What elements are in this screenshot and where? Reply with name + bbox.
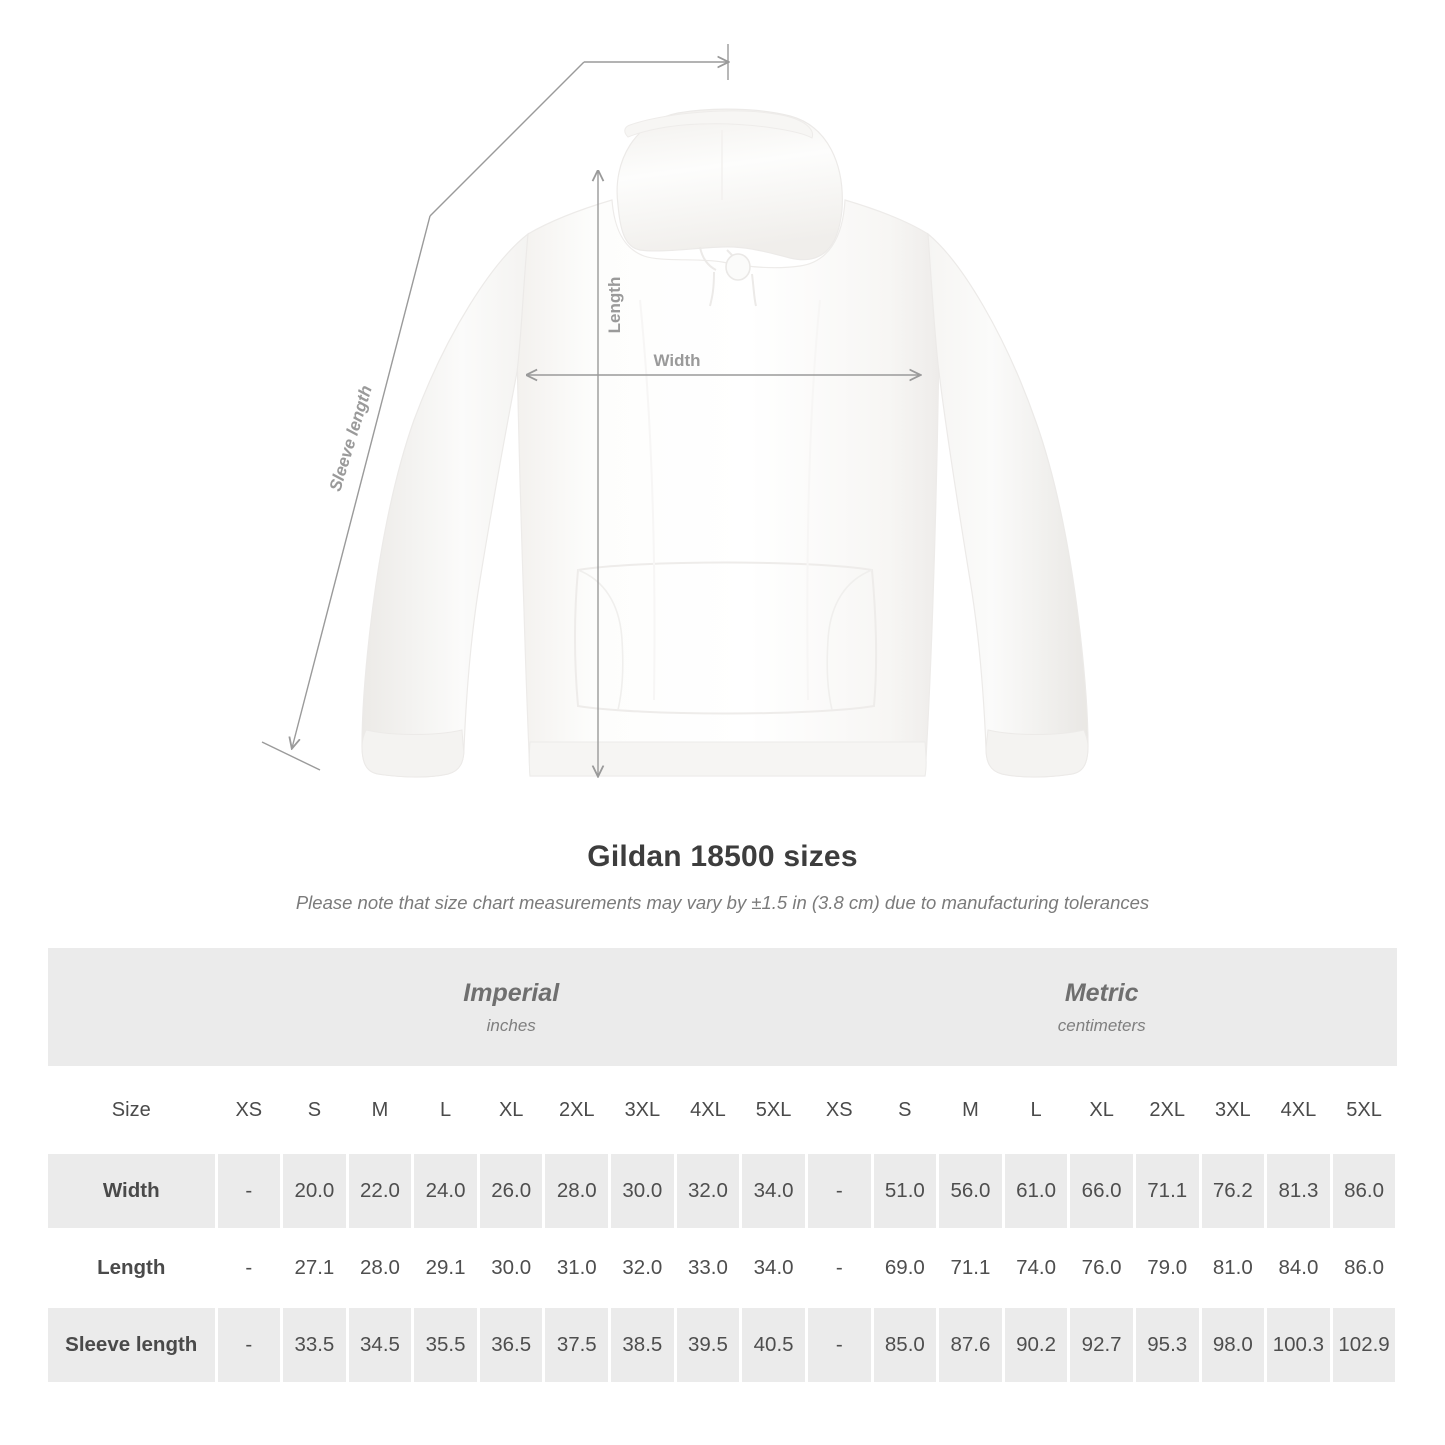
cell-sleeve-metric-xs: - [806,1308,872,1382]
page-title: Gildan 18500 sizes [587,840,858,873]
cell-sleeve-metric-m: 87.6 [938,1308,1004,1382]
row-label-sleeve-length: Sleeve length [48,1308,216,1382]
header-imperial-xs: XS [216,1066,282,1154]
cell-width-imperial-5xl: 34.0 [741,1154,807,1228]
cell-sleeve-imperial-4xl: 39.5 [675,1308,741,1382]
cell-sleeve-imperial-3xl: 38.5 [610,1308,676,1382]
cell-sleeve-metric-3xl: 98.0 [1200,1308,1266,1382]
unit-group-metric [806,948,1396,1066]
cell-sleeve-metric-4xl: 100.3 [1266,1308,1332,1382]
cell-width-imperial-m: 22.0 [347,1154,413,1228]
header-imperial-s: S [282,1066,348,1154]
cell-width-imperial-4xl: 32.0 [675,1154,741,1228]
cell-width-metric-xl: 66.0 [1069,1154,1135,1228]
cell-length-imperial-3xl: 32.0 [610,1231,676,1305]
header-metric-xl: XL [1069,1066,1135,1154]
cell-sleeve-imperial-2xl: 37.5 [544,1308,610,1382]
size-table-wrap [48,948,1397,1382]
cell-width-metric-3xl: 76.2 [1200,1154,1266,1228]
cell-length-metric-s: 69.0 [872,1231,938,1305]
header-metric-3xl: 3XL [1200,1066,1266,1154]
header-imperial-m: M [347,1066,413,1154]
title-block [0,840,1445,914]
width-label: Width [653,351,701,370]
header-metric-xs: XS [806,1066,872,1154]
cell-length-metric-4xl: 84.0 [1266,1231,1332,1305]
header-imperial-5xl: 5XL [741,1066,807,1154]
cell-sleeve-metric-xl: 92.7 [1069,1308,1135,1382]
cell-length-imperial-xl: 30.0 [478,1231,544,1305]
sleeve-length-label: Sleeve length [325,383,376,494]
unit-imperial-sub: inches [486,1015,536,1035]
cell-length-metric-m: 71.1 [938,1231,1004,1305]
cell-width-imperial-3xl: 30.0 [610,1154,676,1228]
table-row [48,1154,1397,1228]
header-metric-s: S [872,1066,938,1154]
size-table [48,948,1398,1382]
cell-sleeve-imperial-l: 35.5 [413,1308,479,1382]
cell-width-metric-xs: - [806,1154,872,1228]
cell-length-imperial-m: 28.0 [347,1231,413,1305]
cell-width-imperial-l: 24.0 [413,1154,479,1228]
cell-width-imperial-2xl: 28.0 [544,1154,610,1228]
cell-width-metric-m: 56.0 [938,1154,1004,1228]
unit-imperial-name: Imperial [463,979,560,1008]
cell-sleeve-imperial-xs: - [216,1308,282,1382]
header-imperial-2xl: 2XL [544,1066,610,1154]
header-imperial-l: L [413,1066,479,1154]
header-imperial-xl: XL [478,1066,544,1154]
cell-width-imperial-xl: 26.0 [478,1154,544,1228]
cell-sleeve-metric-s: 85.0 [872,1308,938,1382]
cell-sleeve-metric-l: 90.2 [1003,1308,1069,1382]
cell-length-imperial-2xl: 31.0 [544,1231,610,1305]
cell-length-metric-xs: - [806,1231,872,1305]
unit-header-spacer [48,948,216,1066]
header-metric-l: L [1003,1066,1069,1154]
cell-length-metric-l: 74.0 [1003,1231,1069,1305]
cell-sleeve-imperial-s: 33.5 [282,1308,348,1382]
unit-group-imperial [216,948,806,1066]
header-metric-2xl: 2XL [1134,1066,1200,1154]
cell-sleeve-metric-5xl: 102.9 [1331,1308,1397,1382]
cell-width-metric-4xl: 81.3 [1266,1154,1332,1228]
cell-length-imperial-s: 27.1 [282,1231,348,1305]
cell-length-metric-3xl: 81.0 [1200,1231,1266,1305]
cell-length-metric-5xl: 86.0 [1331,1231,1397,1305]
hoodie-graphic [362,109,1088,777]
cell-width-metric-l: 61.0 [1003,1154,1069,1228]
row-label-length: Length [48,1231,216,1305]
cell-length-metric-2xl: 79.0 [1134,1231,1200,1305]
length-label: Length [605,276,624,334]
row-label-width: Width [48,1154,216,1228]
cell-length-imperial-5xl: 34.0 [741,1231,807,1305]
unit-header-row [48,948,1397,1066]
unit-metric-sub: centimeters [1057,1015,1146,1035]
header-size: Size [48,1066,216,1154]
cell-sleeve-imperial-m: 34.5 [347,1308,413,1382]
header-metric-m: M [938,1066,1004,1154]
header-metric-5xl: 5XL [1331,1066,1397,1154]
tolerance-note: Please note that size chart measurements may vary by ±1.5 in (3.8 cm) due to manufacturing tolerances [295,892,1150,913]
unit-metric-name: Metric [1064,979,1139,1008]
cell-length-metric-xl: 76.0 [1069,1231,1135,1305]
cell-length-imperial-xs: - [216,1231,282,1305]
cell-width-imperial-s: 20.0 [282,1154,348,1228]
header-imperial-4xl: 4XL [675,1066,741,1154]
header-metric-4xl: 4XL [1266,1066,1332,1154]
cell-sleeve-metric-2xl: 95.3 [1134,1308,1200,1382]
table-row [48,1231,1397,1305]
cell-sleeve-imperial-xl: 36.5 [478,1308,544,1382]
cell-width-metric-5xl: 86.0 [1331,1154,1397,1228]
cell-sleeve-imperial-5xl: 40.5 [741,1308,807,1382]
cell-length-imperial-l: 29.1 [413,1231,479,1305]
header-imperial-3xl: 3XL [610,1066,676,1154]
table-row [48,1308,1397,1382]
size-header-row [48,1066,1397,1154]
cell-length-imperial-4xl: 33.0 [675,1231,741,1305]
cell-width-imperial-xs: - [216,1154,282,1228]
cell-width-metric-2xl: 71.1 [1134,1154,1200,1228]
cell-width-metric-s: 51.0 [872,1154,938,1228]
